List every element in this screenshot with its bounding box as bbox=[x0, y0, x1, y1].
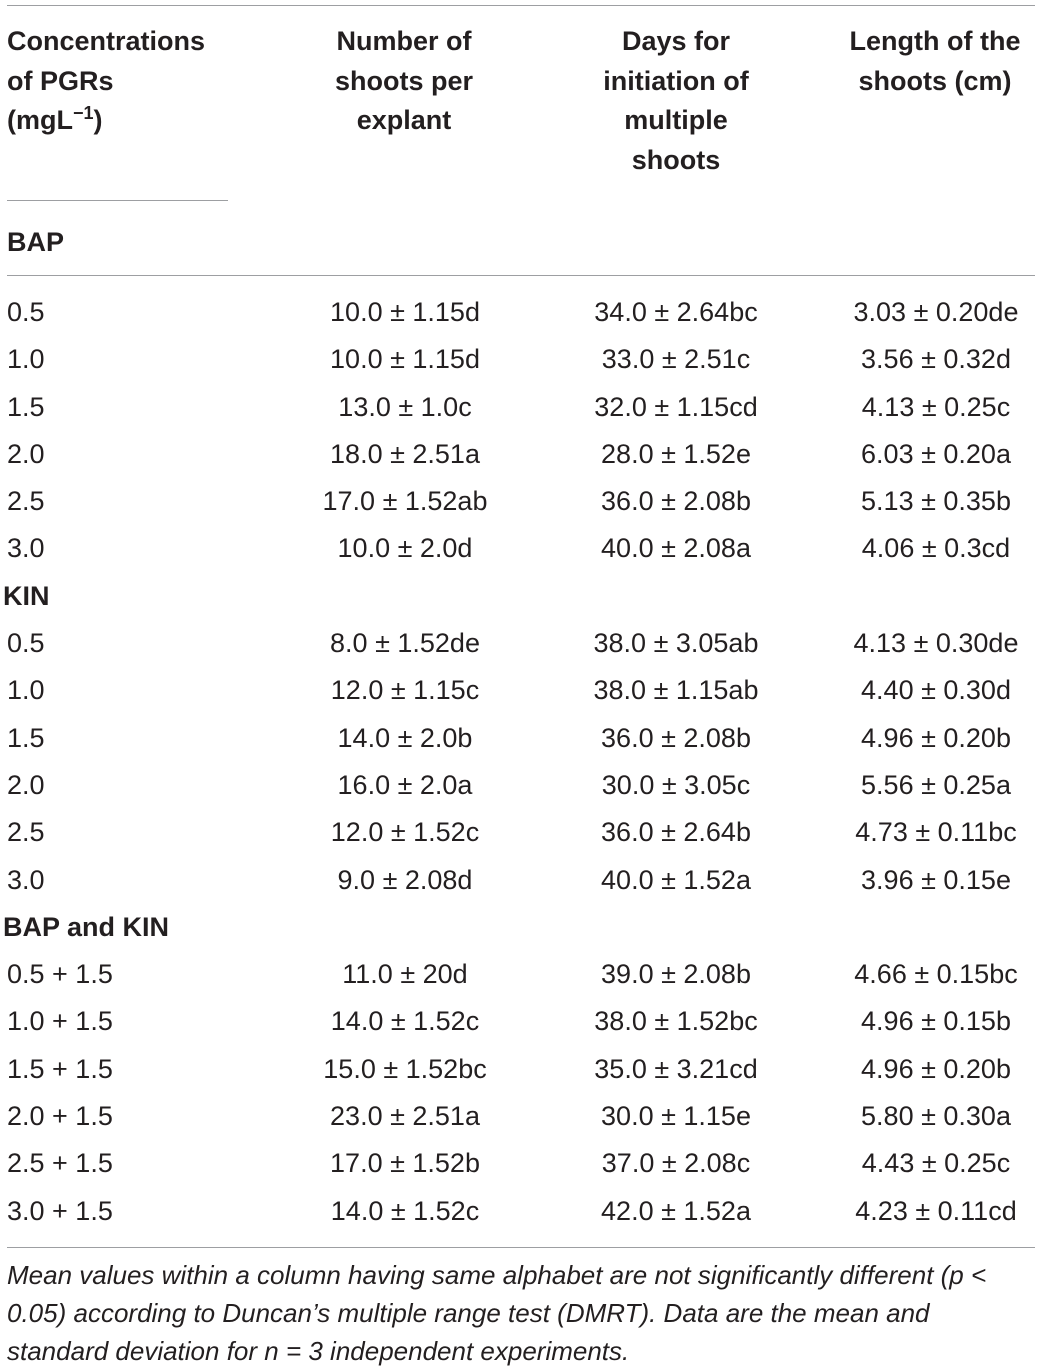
concentration-cell: 2.0 bbox=[7, 438, 45, 469]
concentration-cell: 3.0 + 1.5 bbox=[7, 1195, 113, 1226]
shoot-length-cell: 4.96 ± 0.20b bbox=[861, 722, 1011, 753]
header-col4-line2: shoots (cm) bbox=[858, 65, 1012, 96]
header-col4-line1: Length of the bbox=[849, 26, 1021, 56]
header-unit-superscript: −1 bbox=[72, 103, 94, 123]
concentration-cell: 0.5 bbox=[7, 628, 45, 659]
shoot-length-cell: 4.96 ± 0.20b bbox=[861, 1053, 1011, 1084]
section-label-bap: BAP bbox=[7, 227, 65, 257]
shoot-length-cell: 4.73 ± 0.11bc bbox=[855, 817, 1017, 848]
shoots-per-explant-cell: 10.0 ± 2.0d bbox=[337, 533, 473, 564]
shoots-per-explant-cell: 14.0 ± 1.52c bbox=[330, 1195, 480, 1226]
days-initiation-cell: 36.0 ± 2.08b bbox=[601, 486, 751, 517]
days-initiation-cell: 33.0 ± 2.51c bbox=[601, 344, 751, 375]
shoots-per-explant-cell: 15.0 ± 1.52bc bbox=[323, 1053, 487, 1084]
concentration-cell: 2.5 bbox=[7, 486, 45, 517]
concentration-cell: 0.5 + 1.5 bbox=[7, 959, 113, 990]
table-row bbox=[0, 1188, 1041, 1235]
days-initiation-cell: 42.0 ± 1.52a bbox=[601, 1195, 751, 1226]
days-initiation-cell: 35.0 ± 3.21cd bbox=[594, 1053, 758, 1084]
table-row bbox=[0, 384, 1041, 431]
table-row bbox=[0, 1093, 1041, 1140]
header-col1-line2: of PGRs bbox=[7, 65, 114, 96]
table-row bbox=[0, 857, 1041, 904]
shoot-length-cell: 3.03 ± 0.20de bbox=[853, 297, 1019, 327]
shoot-length-cell: 6.03 ± 0.20a bbox=[861, 438, 1011, 469]
days-initiation-cell: 40.0 ± 2.08a bbox=[601, 533, 751, 564]
shoot-length-cell: 4.13 ± 0.30de bbox=[853, 628, 1019, 659]
concentration-cell: 1.0 + 1.5 bbox=[7, 1006, 113, 1037]
days-initiation-cell: 30.0 ± 1.15e bbox=[601, 1101, 751, 1132]
header-underline-rule bbox=[7, 200, 228, 201]
table-row bbox=[0, 525, 1041, 572]
shoot-length-cell: 4.23 ± 0.11cd bbox=[855, 1195, 1017, 1226]
days-initiation-cell: 36.0 ± 2.08b bbox=[601, 722, 751, 753]
header-col3-line3: multiple bbox=[624, 105, 728, 135]
shoot-length-cell: 4.43 ± 0.25c bbox=[861, 1148, 1011, 1179]
days-initiation-cell: 36.0 ± 2.64b bbox=[601, 817, 751, 848]
concentration-cell: 2.0 + 1.5 bbox=[7, 1101, 113, 1132]
shoot-length-cell: 5.56 ± 0.25a bbox=[861, 769, 1011, 800]
header-col3-line2: initiation of bbox=[603, 65, 749, 96]
concentration-cell: 3.0 bbox=[7, 533, 45, 564]
shoots-per-explant-cell: 12.0 ± 1.15c bbox=[330, 675, 480, 706]
days-initiation-cell: 39.0 ± 2.08b bbox=[601, 959, 751, 990]
days-initiation-cell: 40.0 ± 1.52a bbox=[601, 864, 751, 895]
header-col2-line3: explant bbox=[356, 105, 452, 135]
table-row bbox=[0, 667, 1041, 714]
shoot-length-cell: 4.13 ± 0.25c bbox=[861, 391, 1011, 422]
header-col3-line4: shoots bbox=[631, 144, 721, 175]
table-row bbox=[0, 289, 1041, 336]
header-unit-base: (mgL bbox=[7, 105, 73, 135]
section-label: BAP and KIN bbox=[3, 911, 170, 942]
table-row bbox=[0, 715, 1041, 762]
table-row bbox=[0, 431, 1041, 478]
shoot-length-cell: 4.96 ± 0.15b bbox=[861, 1006, 1011, 1037]
concentration-cell: 2.5 + 1.5 bbox=[7, 1148, 113, 1179]
header-length-of-shoots bbox=[826, 22, 1041, 101]
concentration-cell: 2.0 bbox=[7, 769, 45, 800]
header-days-for-initiation bbox=[563, 22, 789, 180]
days-initiation-cell: 28.0 ± 1.52e bbox=[601, 438, 751, 469]
table-row bbox=[0, 998, 1041, 1045]
table-row bbox=[0, 336, 1041, 383]
table-body bbox=[0, 289, 1041, 1235]
table-bottom-rule bbox=[7, 1247, 1035, 1248]
table-row bbox=[0, 762, 1041, 809]
days-initiation-cell: 30.0 ± 3.05c bbox=[601, 769, 751, 800]
table-row bbox=[0, 951, 1041, 998]
shoots-per-explant-cell: 14.0 ± 1.52c bbox=[330, 1006, 480, 1037]
days-initiation-cell: 32.0 ± 1.15cd bbox=[594, 391, 758, 422]
header-bottom-rule bbox=[7, 275, 1035, 276]
table-top-rule bbox=[7, 5, 1035, 6]
shoot-length-cell: 3.96 ± 0.15e bbox=[861, 864, 1011, 895]
header-unit-close: ) bbox=[93, 105, 103, 135]
header-concentrations bbox=[7, 22, 237, 144]
days-initiation-cell: 38.0 ± 1.15ab bbox=[593, 675, 759, 706]
header-col3-line1: Days for bbox=[621, 26, 731, 56]
shoots-per-explant-cell: 23.0 ± 2.51a bbox=[330, 1101, 480, 1132]
concentration-cell: 0.5 bbox=[7, 297, 45, 327]
shoot-length-cell: 3.56 ± 0.32d bbox=[861, 344, 1011, 375]
section-row bbox=[0, 573, 1041, 620]
concentration-cell: 2.5 bbox=[7, 817, 45, 848]
header-number-of-shoots bbox=[293, 22, 515, 141]
shoots-per-explant-cell: 11.0 ± 20d bbox=[342, 959, 468, 990]
concentration-cell: 1.5 bbox=[7, 391, 45, 422]
table-row bbox=[0, 620, 1041, 667]
shoots-per-explant-cell: 14.0 ± 2.0b bbox=[337, 722, 473, 753]
shoot-length-cell: 4.66 ± 0.15bc bbox=[854, 959, 1018, 990]
concentration-cell: 3.0 bbox=[7, 864, 45, 895]
table-row bbox=[0, 1046, 1041, 1093]
shoots-per-explant-cell: 12.0 ± 1.52c bbox=[330, 817, 480, 848]
shoot-length-cell: 5.13 ± 0.35b bbox=[861, 486, 1011, 517]
concentration-cell: 1.5 + 1.5 bbox=[7, 1053, 113, 1084]
shoots-per-explant-cell: 18.0 ± 2.51a bbox=[330, 438, 480, 469]
shoots-per-explant-cell: 10.0 ± 1.15d bbox=[330, 297, 480, 327]
shoots-per-explant-cell: 10.0 ± 1.15d bbox=[330, 344, 480, 375]
concentration-cell: 1.0 bbox=[7, 344, 45, 375]
section-label: KIN bbox=[3, 580, 50, 611]
shoots-per-explant-cell: 13.0 ± 1.0c bbox=[338, 391, 472, 422]
concentration-cell: 1.0 bbox=[7, 675, 45, 706]
header-col2-line2: shoots per bbox=[334, 65, 474, 96]
header-col1-unit bbox=[7, 101, 237, 144]
table-row bbox=[0, 478, 1041, 525]
shoots-per-explant-cell: 17.0 ± 1.52b bbox=[330, 1148, 480, 1179]
table-row bbox=[0, 809, 1041, 856]
table-footnote: Mean values within a column having same alphabet are not significantly different (p < 0.05) according to Duncan’s multiple range test (DMRT). Data are the mean and standard deviation for n = 3 independent experiments. bbox=[7, 1260, 987, 1366]
shoots-per-explant-cell: 9.0 ± 2.08d bbox=[337, 864, 473, 895]
concentration-cell: 1.5 bbox=[7, 722, 45, 753]
shoots-per-explant-cell: 8.0 ± 1.52de bbox=[330, 628, 480, 659]
shoots-per-explant-cell: 17.0 ± 1.52ab bbox=[322, 486, 488, 517]
section-row bbox=[0, 904, 1041, 951]
days-initiation-cell: 38.0 ± 1.52bc bbox=[594, 1006, 758, 1037]
days-initiation-cell: 38.0 ± 3.05ab bbox=[593, 628, 759, 659]
shoot-length-cell: 4.40 ± 0.30d bbox=[861, 675, 1011, 706]
header-col1-line1: Concentrations bbox=[7, 26, 206, 56]
shoots-per-explant-cell: 16.0 ± 2.0a bbox=[337, 769, 473, 800]
header-col2-line1: Number of bbox=[336, 26, 472, 56]
table-row bbox=[0, 1140, 1041, 1187]
shoot-length-cell: 5.80 ± 0.30a bbox=[861, 1101, 1011, 1132]
days-initiation-cell: 34.0 ± 2.64bc bbox=[594, 297, 758, 327]
days-initiation-cell: 37.0 ± 2.08c bbox=[601, 1148, 751, 1179]
shoot-length-cell: 4.06 ± 0.3cd bbox=[861, 533, 1011, 564]
